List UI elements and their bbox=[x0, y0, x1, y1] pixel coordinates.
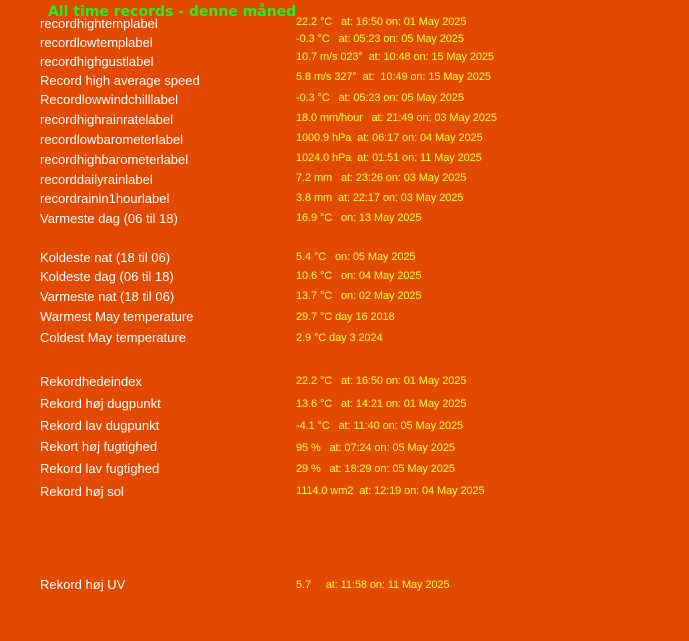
record-value: 22.2 °C at: 16:50 on: 01 May 2025 bbox=[296, 375, 467, 387]
record-label: Varmeste dag (06 til 18) bbox=[40, 211, 178, 226]
record-value: 1114.0 wm2 at: 12:19 on: 04 May 2025 bbox=[296, 485, 485, 497]
record-label: recordlowbarometerlabel bbox=[40, 132, 184, 147]
record-value: 5.8 m/s 327° at: 10:49 on: 15 May 2025 bbox=[296, 71, 491, 83]
record-label: recordrainin1hourlabel bbox=[40, 191, 170, 206]
record-value: 29 % at: 18:29 on: 05 May 2025 bbox=[296, 463, 455, 475]
record-label: Rekort høj fugtighed bbox=[40, 439, 158, 454]
record-value: 1000.9 hPa at: 06:17 on: 04 May 2025 bbox=[296, 132, 483, 144]
record-value: 10.7 m/s 023° at: 10:48 on: 15 May 2025 bbox=[296, 51, 494, 63]
record-label: recordhighbarometerlabel bbox=[40, 152, 189, 167]
record-value: 13.7 °C on: 02 May 2025 bbox=[296, 290, 422, 302]
record-label: Varmeste nat (18 til 06) bbox=[40, 289, 175, 304]
record-value: 3.8 mm at: 22:17 on: 03 May 2025 bbox=[296, 192, 464, 204]
record-value: 7.2 mm at: 23:26 on: 03 May 2025 bbox=[296, 172, 467, 184]
record-label: Rekord høj sol bbox=[40, 484, 124, 499]
record-label: Koldeste nat (18 til 06) bbox=[40, 250, 171, 265]
record-value: 18.0 mm/hour at: 21:49 on: 03 May 2025 bbox=[296, 112, 497, 124]
record-value: 16.9 °C on: 13 May 2025 bbox=[296, 212, 422, 224]
record-label: Rekord høj dugpunkt bbox=[40, 396, 161, 411]
record-value: 22.2 °C at: 16:50 on: 01 May 2025 bbox=[296, 16, 467, 28]
record-value: -0.3 °C at: 05:23 on: 05 May 2025 bbox=[296, 92, 464, 104]
record-value: 5.4 °C on: 05 May 2025 bbox=[296, 251, 416, 263]
record-label: recordlowtemplabel bbox=[40, 35, 153, 50]
record-label: recordhighrainratelabel bbox=[40, 112, 173, 127]
page-title: All time records - denne måned bbox=[48, 4, 297, 20]
record-value: 10.6 °C on: 04 May 2025 bbox=[296, 270, 422, 282]
record-value: 29.7 °C day 16 2018 bbox=[296, 311, 395, 323]
record-label: Rekord høj UV bbox=[40, 577, 126, 592]
record-label: recordhighgustlabel bbox=[40, 54, 154, 69]
record-value: 95 % at: 07:24 on: 05 May 2025 bbox=[296, 442, 455, 454]
record-value: 5.7 at: 11:58 on: 11 May 2025 bbox=[296, 579, 450, 591]
record-label: Rekord lav fugtighed bbox=[40, 461, 160, 476]
record-label: Rekordhedeindex bbox=[40, 374, 142, 389]
record-label: Coldest May temperature bbox=[40, 330, 186, 345]
record-label: Koldeste dag (06 til 18) bbox=[40, 269, 174, 284]
record-label: recordhightemplabel bbox=[40, 16, 158, 31]
record-label: Rekord lav dugpunkt bbox=[40, 418, 160, 433]
record-value: -0.3 °C at: 05:23 on: 05 May 2025 bbox=[296, 33, 464, 45]
record-value: 2.9 °C day 3 2024 bbox=[296, 332, 383, 344]
record-label: recorddailyrainlabel bbox=[40, 172, 153, 187]
record-value: 1024.0 hPa at: 01:51 on: 11 May 2025 bbox=[296, 152, 482, 164]
record-label: Recordlowwindchilllabel bbox=[40, 92, 179, 107]
record-value: -4.1 °C at: 11:40 on: 05 May 2025 bbox=[296, 420, 464, 432]
record-label: Record high average speed bbox=[40, 73, 200, 88]
record-label: Warmest May temperature bbox=[40, 309, 194, 324]
record-value: 13.6 °C at: 14:21 on: 01 May 2025 bbox=[296, 398, 467, 410]
